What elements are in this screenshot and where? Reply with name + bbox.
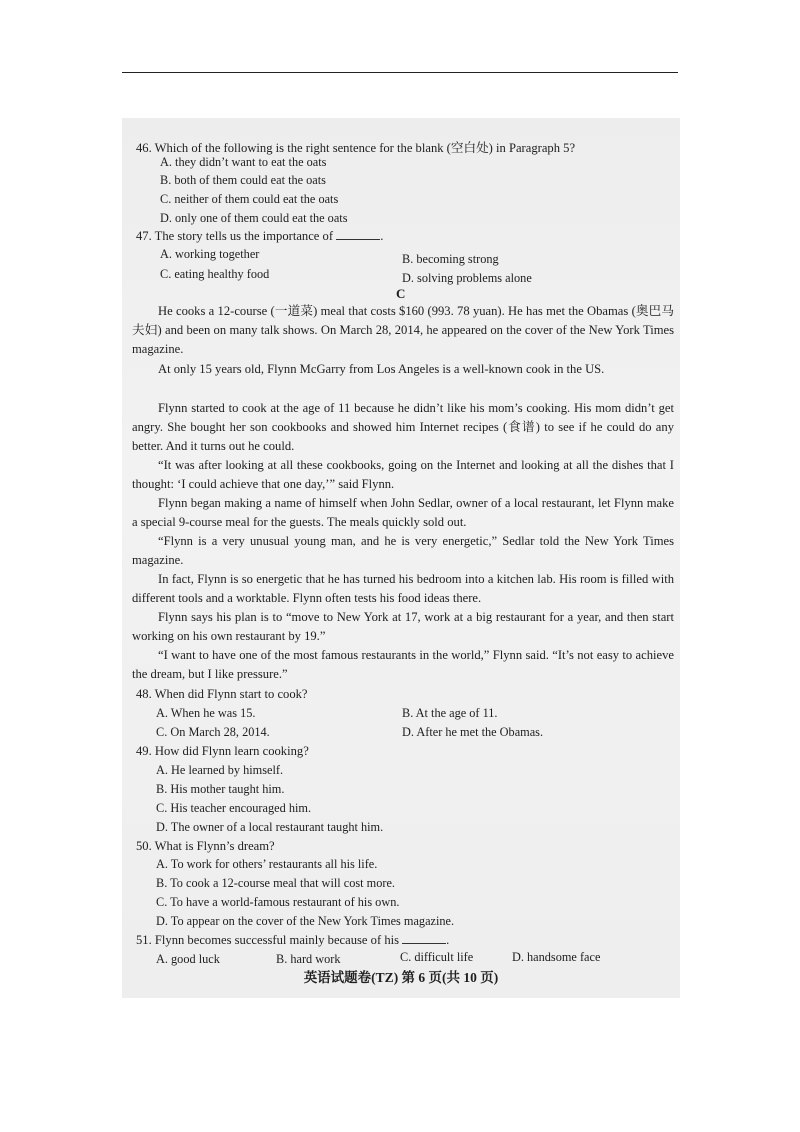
q49-option-a: A. He learned by himself. xyxy=(156,763,284,777)
q51-stem: 51. Flynn becomes successful mainly because of his . xyxy=(136,933,450,947)
passage-paragraph-9: “I want to have one of the most famous restaurants in the world,” Flynn said. “It’s not easy to achieve the dream, but I like pressure.” xyxy=(132,648,674,681)
q50-option-a: A. To work for others’ restaurants all his life. xyxy=(156,857,378,871)
q51-option-a: A. good luck xyxy=(156,952,220,966)
q47-option-a: A. working together xyxy=(160,247,260,261)
q46-option-a: A. they didn’t want to eat the oats xyxy=(160,155,327,169)
answer-blank xyxy=(402,933,446,944)
top-rule xyxy=(122,72,678,73)
q47-option-d: D. solving problems alone xyxy=(402,271,532,285)
q51-option-b: B. hard work xyxy=(276,952,341,966)
q46-option-d: D. only one of them could eat the oats xyxy=(160,211,348,225)
q49-option-d: D. The owner of a local restaurant taught him. xyxy=(156,820,384,834)
q50-option-d: D. To appear on the cover of the New York Times magazine. xyxy=(156,914,455,928)
q48-option-d: D. After he met the Obamas. xyxy=(402,725,544,739)
passage-paragraph-5: Flynn began making a name of himself when John Sedlar, owner of a local restaurant, let Flynn make a special 9-course meal for the guests. The meals quickly sold out. xyxy=(132,496,674,529)
page-footer: 英语试题卷(TZ) 第 6 页(共 10 页) xyxy=(303,970,499,985)
q49-stem: 49. How did Flynn learn cooking? xyxy=(136,744,309,758)
q49-option-c: C. His teacher encouraged him. xyxy=(156,801,312,815)
q49-option-b: B. His mother taught him. xyxy=(156,782,285,796)
q50-option-c: C. To have a world-famous restaurant of his own. xyxy=(156,895,400,909)
q48-option-a: A. When he was 15. xyxy=(156,706,256,720)
q51-option-d: D. handsome face xyxy=(512,950,601,964)
passage-paragraph-3: Flynn started to cook at the age of 11 because he didn’t like his mom’s cooking. His mom didn’t get angry. She bought her son cookbooks and showed him Internet recipes (食谱) to see if he could do any better. And it turns out he could. xyxy=(132,401,674,453)
q47-stem: 47. The story tells us the importance of . xyxy=(136,229,384,243)
q51-option-c: C. difficult life xyxy=(400,950,474,964)
q46-option-c: C. neither of them could eat the oats xyxy=(160,192,339,206)
q50-stem: 50. What is Flynn’s dream? xyxy=(136,839,275,853)
q46-option-b: B. both of them could eat the oats xyxy=(160,173,326,187)
q50-option-b: B. To cook a 12-course meal that will cost more. xyxy=(156,876,395,890)
q48-option-b: B. At the age of 11. xyxy=(402,706,498,720)
passage-paragraph-4: “It was after looking at all these cookbooks, going on the Internet and looking at all the dishes that I thought: ‘I could achieve that one day,’” said Flynn. xyxy=(132,458,674,491)
q46-stem: 46. Which of the following is the right sentence for the blank (空白处) in Paragraph 5? xyxy=(136,141,576,155)
q47-option-b: B. becoming strong xyxy=(402,252,499,266)
passage-paragraph-6: “Flynn is a very unusual young man, and he is very energetic,” Sedlar told the New York Times magazine. xyxy=(132,534,674,567)
answer-blank xyxy=(336,229,380,240)
q48-stem: 48. When did Flynn start to cook? xyxy=(136,687,308,701)
passage-paragraph-1: He cooks a 12-course (一道菜) meal that costs $160 (993. 78 yuan). He has met the Obamas (奥巴马夫妇) and been on many talk shows. On March 28, 2014, he appeared on the cover of the New York Times magazine. xyxy=(132,304,674,356)
q47-option-c: C. eating healthy food xyxy=(160,267,270,281)
section-label: C xyxy=(396,286,406,301)
q48-option-c: C. On March 28, 2014. xyxy=(156,725,270,739)
passage-paragraph-7: In fact, Flynn is so energetic that he has turned his bedroom into a kitchen lab. His room is filled with different tools and a worktable. Flynn often tests his food ideas there. xyxy=(132,572,674,605)
passage-paragraph-8: Flynn says his plan is to “move to New York at 17, work at a big restaurant for a year, and then start working on his own restaurant by 19.” xyxy=(132,610,674,643)
passage-paragraph-2: At only 15 years old, Flynn McGarry from Los Angeles is a well-known cook in the US. xyxy=(158,362,605,376)
scanned-page xyxy=(122,118,680,998)
